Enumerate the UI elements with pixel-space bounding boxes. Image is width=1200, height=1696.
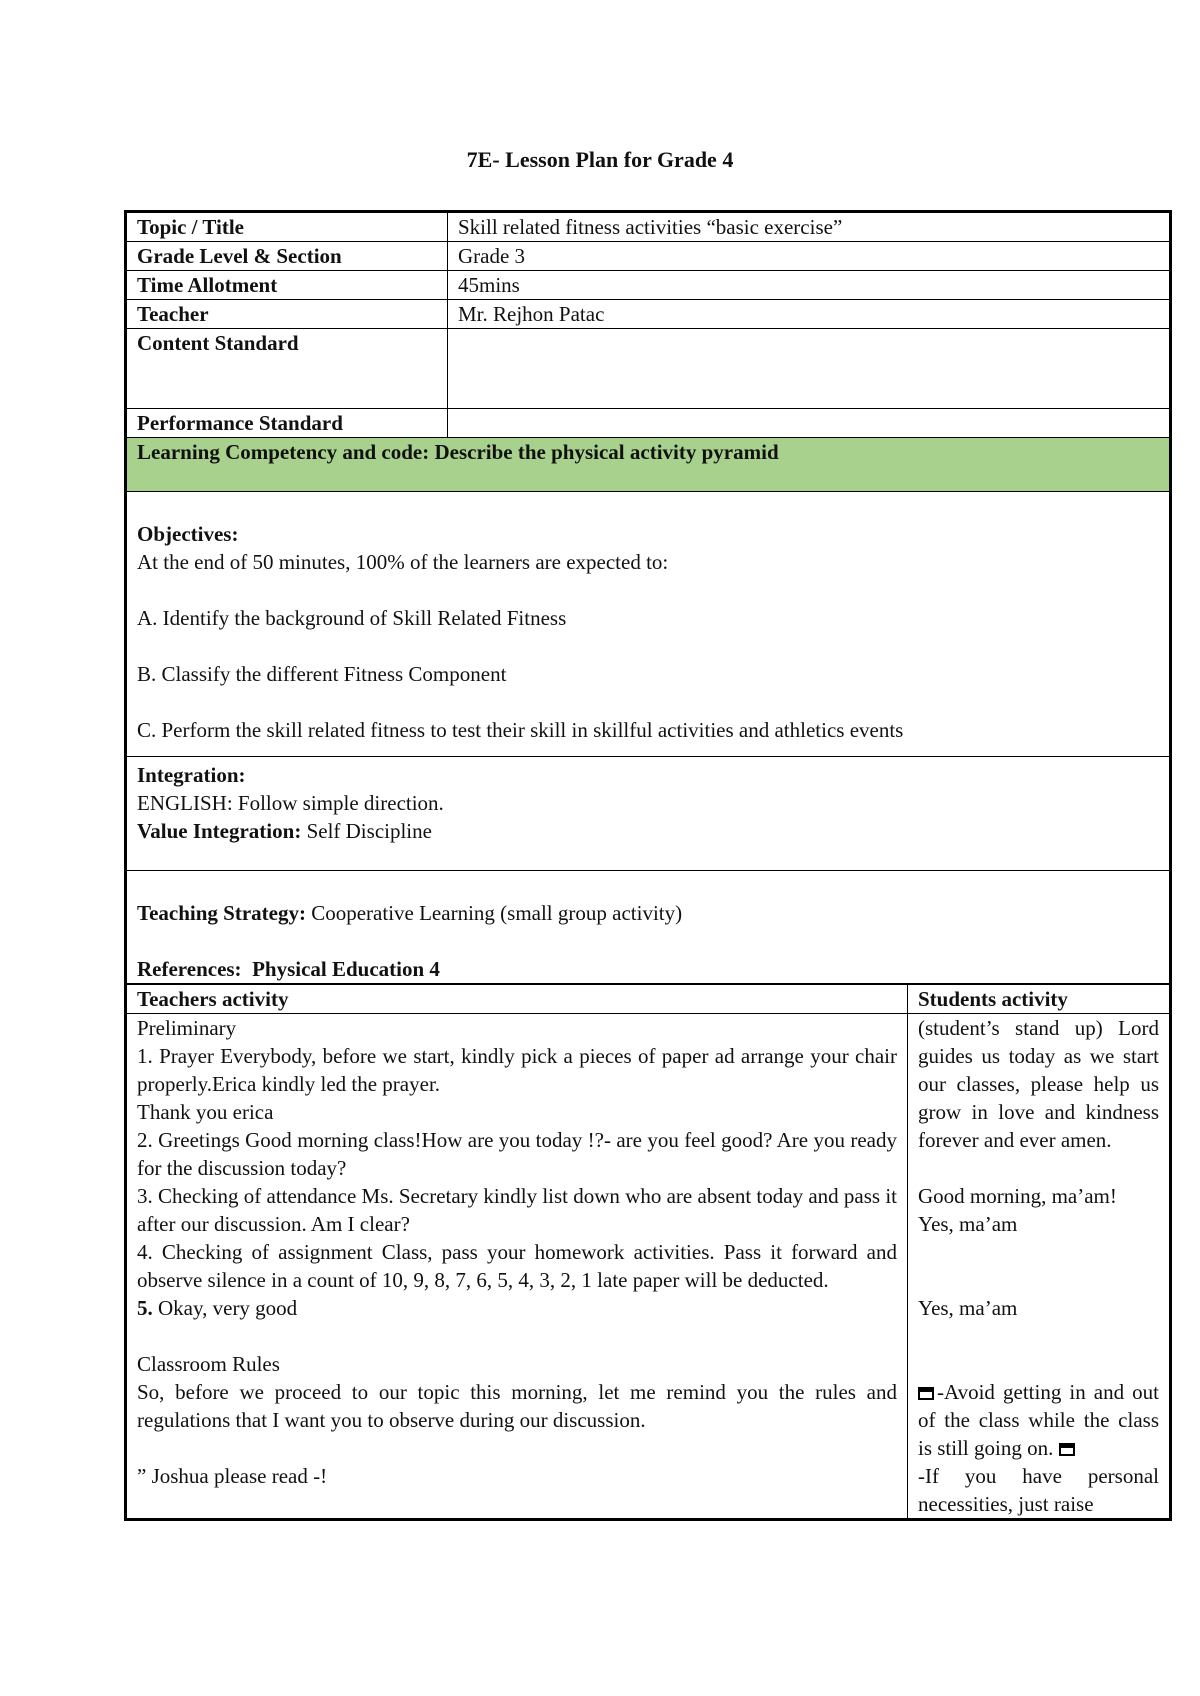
- lesson-plan-table: [124, 210, 1172, 1521]
- table-row: [127, 492, 1170, 757]
- grade-value: Grade 3: [448, 242, 1170, 271]
- objectives-cell: [127, 492, 1170, 757]
- references: [137, 955, 1159, 983]
- topic-value: Skill related fitness activities “basic exercise”: [448, 213, 1170, 242]
- topic-label: Topic / Title: [127, 213, 448, 242]
- objective-item: A. Identify the background of Skill Related Fitness: [137, 606, 567, 630]
- table-row: [127, 1014, 1170, 1519]
- time-label: Time Allotment: [127, 271, 448, 300]
- students-activity-header: Students activity: [908, 985, 1170, 1014]
- references-text: Physical Education 4: [252, 957, 440, 981]
- strategy-cell: [127, 871, 1170, 984]
- table-row: [127, 271, 1170, 300]
- students-activity-cell: [908, 1014, 1170, 1519]
- okay-number: 5.: [137, 1296, 153, 1320]
- teaching-strategy: [137, 899, 1159, 927]
- table-row: [127, 329, 1170, 409]
- table-row: [127, 213, 1170, 242]
- teaching-strategy-label: Teaching Strategy:: [137, 901, 306, 925]
- teachers-activity-header: Teachers activity: [127, 985, 908, 1014]
- value-integration-text: Self Discipline: [306, 819, 432, 843]
- objective-item: B. Classify the different Fitness Component: [137, 662, 507, 686]
- table-row: [127, 985, 1170, 1014]
- student-greeting: Good morning, ma’am!: [918, 1184, 1117, 1208]
- classroom-rules-heading: Classroom Rules: [137, 1352, 280, 1376]
- student-yes-1: Yes, ma’am: [918, 1212, 1018, 1236]
- attendance-item: 3. Checking of attendance Ms. Secretary kindly list down who are absent today and pass it after our discussion. Am I clear?: [137, 1184, 897, 1236]
- okay-item: [137, 1294, 897, 1322]
- clapperboard-icon: [1059, 1443, 1075, 1456]
- activity-table: [126, 984, 1170, 1519]
- table-row: [127, 242, 1170, 271]
- time-value: 45mins: [448, 271, 1170, 300]
- integration-english: ENGLISH: Follow simple direction.: [137, 791, 444, 815]
- grade-label: Grade Level & Section: [127, 242, 448, 271]
- assignment-item: 4. Checking of assignment Class, pass your homework activities. Pass it forward and observe silence in a count of 10, 9, 8, 7, 6, 5, 4, 3, 2, 1 late paper will be deducted.: [137, 1240, 897, 1292]
- content-standard-value: [448, 329, 1170, 409]
- read-instruction: ” Joshua please read -!: [137, 1464, 328, 1488]
- objectives-intro: At the end of 50 minutes, 100% of the learners are expected to:: [137, 550, 669, 574]
- table-row: [127, 300, 1170, 329]
- value-integration-label: Value Integration:: [137, 819, 302, 843]
- value-integration: [137, 817, 1159, 845]
- classroom-rules-text: So, before we proceed to our topic this morning, let me remind you the rules and regulations that I want you to observe during our discussion.: [137, 1380, 897, 1432]
- preliminary-heading: Preliminary: [137, 1016, 237, 1040]
- student-rule-2: -If you have personal necessities, just raise: [918, 1464, 1159, 1516]
- student-prayer: (student’s stand up) Lord guides us today as we start our classes, please help us grow in love and kindness forever and ever amen.: [918, 1016, 1159, 1152]
- table-row: [127, 409, 1170, 438]
- info-table: [126, 212, 1170, 984]
- integration-cell: [127, 757, 1170, 871]
- greetings-item: 2. Greetings Good morning class!How are you today !?- are you feel good? Are you ready for the discussion today?: [137, 1128, 897, 1180]
- table-row: [127, 438, 1170, 492]
- thanks-line: Thank you erica: [137, 1100, 274, 1124]
- student-rule-1: [918, 1378, 1159, 1462]
- performance-standard-value: [448, 409, 1170, 438]
- integration-heading: Integration:: [137, 763, 246, 787]
- references-label: References:: [137, 957, 242, 981]
- table-row: [127, 757, 1170, 871]
- content-standard-label: Content Standard: [127, 329, 448, 409]
- okay-text: Okay, very good: [158, 1296, 298, 1320]
- teaching-strategy-text: Cooperative Learning (small group activity): [311, 901, 683, 925]
- performance-standard-label: Performance Standard: [127, 409, 448, 438]
- teachers-activity-cell: [127, 1014, 908, 1519]
- page-title: 7E- Lesson Plan for Grade 4: [466, 147, 734, 172]
- teacher-label: Teacher: [127, 300, 448, 329]
- competency-cell: Learning Competency and code: Describe the physical activity pyramid: [127, 438, 1170, 492]
- table-row: [127, 871, 1170, 984]
- student-rule-1-text: -Avoid getting in and out of the class while the class is still going on.: [918, 1380, 1159, 1460]
- teacher-value: Mr. Rejhon Patac: [448, 300, 1170, 329]
- objectives-heading: Objectives:: [137, 522, 239, 546]
- prayer-item: 1. Prayer Everybody, before we start, kindly pick a pieces of paper ad arrange your chair properly.Erica kindly led the prayer.: [137, 1044, 897, 1096]
- objective-item: C. Perform the skill related fitness to test their skill in skillful activities and athletics events: [137, 718, 904, 742]
- student-yes-2: Yes, ma’am: [918, 1296, 1018, 1320]
- clapperboard-icon: [918, 1387, 934, 1400]
